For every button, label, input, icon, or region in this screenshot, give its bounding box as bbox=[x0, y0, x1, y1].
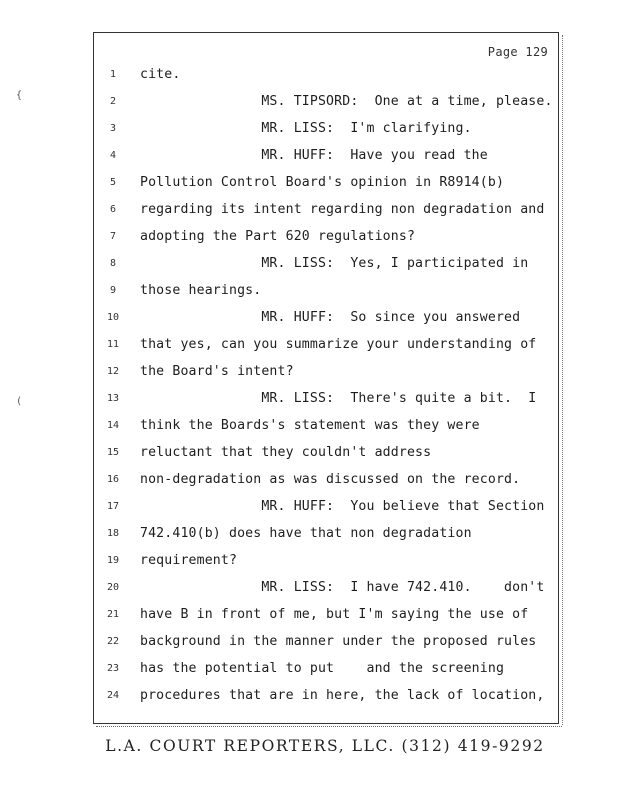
transcript-line bbox=[94, 148, 558, 168]
margin-mark-middle: ( bbox=[16, 396, 23, 407]
line-number: 11 bbox=[106, 339, 120, 350]
line-number: 16 bbox=[106, 474, 120, 485]
line-number: 9 bbox=[109, 285, 117, 296]
line-text: reluctant that they couldn't address bbox=[140, 445, 432, 460]
line-number: 3 bbox=[109, 123, 117, 134]
line-text: MR. LISS: I have 742.410. don't bbox=[140, 580, 545, 595]
court-reporter-footer: L.A. COURT REPORTERS, LLC. (312) 419-9292 bbox=[105, 737, 545, 755]
transcript-line bbox=[94, 229, 558, 249]
page-bottom-divider bbox=[96, 726, 562, 729]
line-text: has the potential to put and the screening bbox=[140, 661, 505, 676]
line-number: 21 bbox=[106, 609, 120, 620]
transcript-line bbox=[94, 337, 558, 357]
transcript-line bbox=[94, 391, 558, 411]
line-number: 13 bbox=[106, 393, 120, 404]
line-number: 19 bbox=[106, 555, 120, 566]
line-number: 17 bbox=[106, 501, 120, 512]
line-text: think the Boards's statement was they were bbox=[140, 418, 480, 433]
transcript-line bbox=[94, 283, 558, 303]
line-text: background in the manner under the proposed rules bbox=[140, 634, 537, 649]
transcript-page bbox=[93, 32, 559, 724]
transcript-line bbox=[94, 67, 558, 87]
transcript-line bbox=[94, 553, 558, 573]
line-number: 22 bbox=[106, 636, 120, 647]
line-text: MR. HUFF: Have you read the bbox=[140, 148, 488, 163]
line-text: MR. LISS: I'm clarifying. bbox=[140, 121, 472, 136]
line-text: Pollution Control Board's opinion in R8914(b) bbox=[140, 175, 505, 190]
line-number: 15 bbox=[106, 447, 120, 458]
line-text: MR. HUFF: So since you answered bbox=[140, 310, 521, 325]
transcript-line bbox=[94, 364, 558, 384]
line-number: 10 bbox=[106, 312, 120, 323]
line-number: 8 bbox=[109, 258, 117, 269]
line-text: MR. LISS: There's quite a bit. I bbox=[140, 391, 537, 406]
line-number: 5 bbox=[109, 177, 117, 188]
transcript-line bbox=[94, 256, 558, 276]
transcript-line bbox=[94, 121, 558, 141]
transcript-line bbox=[94, 94, 558, 114]
line-text: requirement? bbox=[140, 553, 238, 568]
line-text: regarding its intent regarding non degradation and bbox=[140, 202, 545, 217]
line-number: 20 bbox=[106, 582, 120, 593]
transcript-line bbox=[94, 310, 558, 330]
transcript-line bbox=[94, 202, 558, 222]
line-text: MR. LISS: Yes, I participated in bbox=[140, 256, 529, 271]
transcript-line bbox=[94, 607, 558, 627]
line-text: MS. TIPSORD: One at a time, please. bbox=[140, 94, 553, 109]
transcript-line bbox=[94, 175, 558, 195]
transcript-line bbox=[94, 499, 558, 519]
line-number: 14 bbox=[106, 420, 120, 431]
transcript-line bbox=[94, 472, 558, 492]
transcript-line bbox=[94, 580, 558, 600]
line-text: the Board's intent? bbox=[140, 364, 294, 379]
line-number: 1 bbox=[109, 69, 117, 80]
margin-mark-top: { bbox=[16, 90, 23, 101]
line-number: 4 bbox=[109, 150, 117, 161]
transcript-line bbox=[94, 634, 558, 654]
line-text: those hearings. bbox=[140, 283, 262, 298]
line-text: adopting the Part 620 regulations? bbox=[140, 229, 416, 244]
transcript-line bbox=[94, 526, 558, 546]
line-number: 2 bbox=[109, 96, 117, 107]
page-number: Page 129 bbox=[487, 45, 548, 59]
line-number: 24 bbox=[106, 690, 120, 701]
line-text: non-degradation as was discussed on the record. bbox=[140, 472, 521, 487]
line-number: 23 bbox=[106, 663, 120, 674]
line-number: 7 bbox=[109, 231, 117, 242]
line-text: 742.410(b) does have that non degradation bbox=[140, 526, 472, 541]
line-text: MR. HUFF: You believe that Section bbox=[140, 499, 545, 514]
line-text: that yes, can you summarize your understanding of bbox=[140, 337, 537, 352]
line-number: 12 bbox=[106, 366, 120, 377]
transcript-line bbox=[94, 661, 558, 681]
transcript-line bbox=[94, 445, 558, 465]
line-text: procedures that are in here, the lack of location, bbox=[140, 688, 545, 703]
transcript-line bbox=[94, 688, 558, 708]
line-text: have B in front of me, but I'm saying the use of bbox=[140, 607, 529, 622]
line-text: cite. bbox=[140, 67, 181, 82]
line-number: 6 bbox=[109, 204, 117, 215]
line-number: 18 bbox=[106, 528, 120, 539]
transcript-line bbox=[94, 418, 558, 438]
